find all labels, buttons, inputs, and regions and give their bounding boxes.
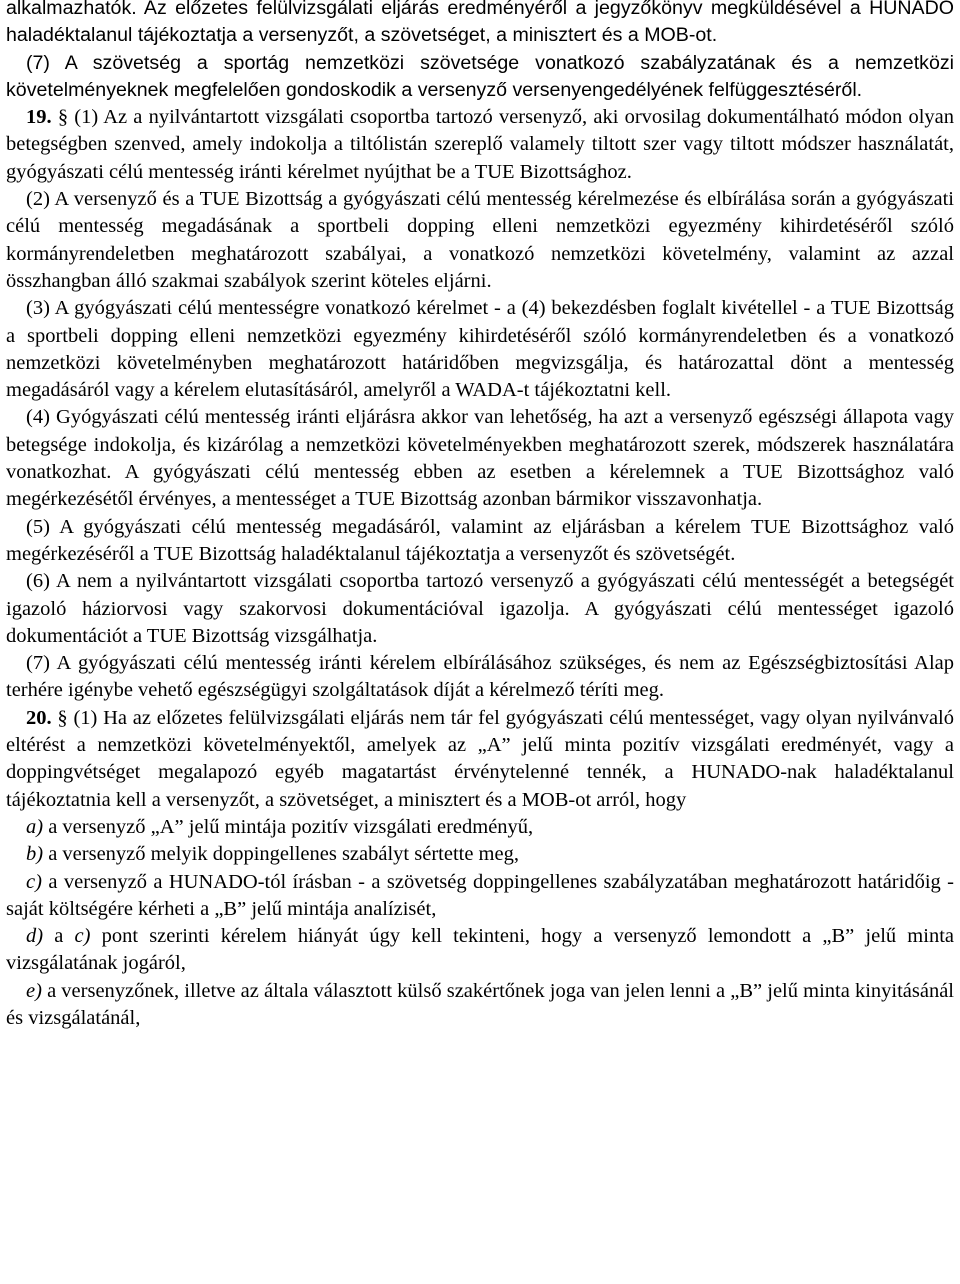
list-item-label: b) <box>26 843 44 866</box>
paragraph-18-7: (7) A szövetség a sportág nemzetközi szövetsége vonatkozó szabályzatának és a nemzetközi követelményeknek megfelelően gondoskodik a versenyző versenyengedélyének felfüggesztéséről. <box>6 51 954 101</box>
list-item-text: pont szerinti kérelem hiányát úgy kell tekinteni, hogy a versenyző lemondott a „B” jelű minta vizsgálatának jogáról, <box>6 925 954 975</box>
list-item-a <box>6 814 954 841</box>
list-item-text: a versenyző „A” jelű mintája pozitív vizsgálati eredményű, <box>48 815 534 838</box>
section-sign: § <box>57 706 68 729</box>
list-item-text-pre: a <box>54 925 64 948</box>
list-item-text: a versenyző a HUNADO-tól írásban - a szövetség doppingellenes szabályzatában meghatározott határidőig - saját költségére kérheti a „B” jelű mintája analízisét, <box>6 870 954 920</box>
section-20-paragraph-1 <box>6 705 954 814</box>
section-sign: § <box>57 106 69 129</box>
list-item-e <box>6 978 954 1033</box>
list-item-b <box>6 841 954 868</box>
section-19-paragraph-4: (4) Gyógyászati célú mentesség iránti eljárásra akkor van lehetőség, ha azt a versenyző egészségi állapota vagy betegsége indokolja, és kizárólag a nemzetközi követelményekben meghatározott szerek, módszerek használatára vonatkozhat. A gyógyászati célú mentesség ebben az esetben a kérelemnek a TUE Bizottsághoz való megérkezésétől érvényes, a mentességet a TUE Bizottság azonban bármikor visszavonhatja. <box>6 406 954 511</box>
section-20-text-1: (1) Ha az előzetes felülvizsgálati eljárás nem tár fel gyógyászati célú mentességet, vagy olyan nyilvánvaló eltérést a nemzetközi követelményektől, amelyek az „A” jelű minta pozitív vizsgálati eredményét, vagy a doppingvétséget megalapozó egyéb magatartást érvénytelenné tennék, a HUNADO-nak haladéktalanul tájékoztatnia kell a versenyzőt, a szövetséget, a minisztert és a MOB-ot arról, hogy <box>6 706 954 811</box>
section-19-paragraph-6: (6) A nem a nyilvántartott vizsgálati csoportba tartozó versenyző a gyógyászati célú mentességét a betegségét igazoló háziorvosi vagy szakorvosi dokumentációval igazolja. A gyógyászati célú mentességet igazoló dokumentációt a TUE Bizottság vizsgálhatja. <box>6 570 954 647</box>
section-19-paragraph-1 <box>6 104 954 186</box>
section-19-paragraph-2: (2) A versenyző és a TUE Bizottság a gyógyászati célú mentesség kérelmezése és elbírálása során a gyógyászati célú mentesség megadásának a sportbeli dopping elleni nemzetközi egyezmény kihirdetéséről szóló kormányrendeletben meghatározott szabályai, a vonatkozó nemzetközi követelmény, valamint az azzal összhangban álló szakmai szabályok szerint köteles eljárni. <box>6 188 954 292</box>
section-20-number: 20. <box>26 706 52 729</box>
list-item-label: c) <box>26 870 42 893</box>
list-item-c <box>6 869 954 924</box>
list-item-reference: c) <box>74 925 91 948</box>
list-item-d <box>6 923 954 978</box>
list-item-label: e) <box>26 979 42 1002</box>
section-19-text-1: (1) Az a nyilvántartott vizsgálati csoportba tartozó versenyző, aki orvosilag dokumentálható módon olyan betegségben szenved, amely indokolja a tiltólistán szereplő valamely tiltott szer vagy tiltott módszer használatát, gyógyászati célú mentesség iránti kérelmet nyújthat be a TUE Bizottsághoz. <box>6 106 954 183</box>
list-item-label: a) <box>26 815 44 838</box>
list-item-text: a versenyző melyik doppingellenes szabályt sértette meg, <box>48 843 519 866</box>
list-item-text: a versenyzőnek, illetve az általa választott külső szakértőnek joga van jelen lenni a „B” jelű minta kinyitásánál és vizsgálatánál, <box>6 979 954 1029</box>
list-item-label: d) <box>26 925 44 948</box>
document-page <box>6 0 954 1032</box>
section-19-paragraph-7: (7) A gyógyászati célú mentesség iránti kérelem elbírálásához szükséges, és nem az Egészségbiztosítási Alap terhére igénybe vehető egészségügyi szolgáltatások díját a kérelmező téríti meg. <box>6 652 954 702</box>
section-19-paragraph-5: (5) A gyógyászati célú mentesség megadásáról, valamint az eljárásban a kérelem TUE Bizottsághoz való megérkezéséről a TUE Bizottság haladéktalanul tájékoztatja a versenyzőt és szövetségét. <box>6 515 954 565</box>
paragraph-continued: alkalmazhatók. Az előzetes felülvizsgálati eljárás eredményéről a jegyzőkönyv megküldésével a HUNADO haladéktalanul tájékoztatja a versenyzőt, a szövetséget, a minisztert és a MOB-ot. <box>6 0 954 47</box>
section-19-number: 19. <box>26 106 52 129</box>
section-19-paragraph-3: (3) A gyógyászati célú mentességre vonatkozó kérelmet - a (4) bekezdésben foglalt kivétellel - a TUE Bizottság a sportbeli dopping elleni nemzetközi egyezmény kihirdetéséről szóló kormányrendeletben és a vonatkozó nemzetközi követelményben meghatározott határidőben megvizsgálja, és határozattal dönt a mentesség megadásáról vagy a kérelem elutasításáról, amelyről a WADA-t tájékoztatni kell. <box>6 297 954 402</box>
